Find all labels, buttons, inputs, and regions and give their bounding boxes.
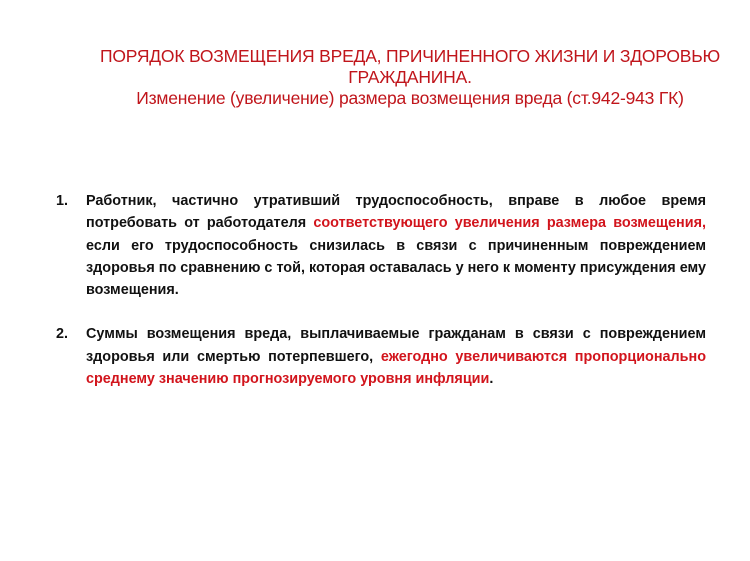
slide-title bbox=[60, 46, 750, 109]
list-item-highlight: соответствующего увеличения размера возмещения, bbox=[313, 215, 706, 232]
list-item-text: Суммы возмещения вреда, выплачиваемые гражданам в связи с повреждением здоровья или смертью потерпевшего, bbox=[86, 326, 706, 365]
list-item-highlight: ежегодно увеличиваются пропорционально среднему значению прогнозируемого уровня инфляции bbox=[86, 348, 706, 388]
list-item-text: Работник, частично утративший трудоспособность, вправе в любое время потребовать от работодателя bbox=[86, 193, 706, 232]
title-line-2: ГРАЖДАНИНА. bbox=[348, 67, 472, 87]
numbered-list bbox=[56, 190, 706, 390]
list-item-text-end: . bbox=[489, 371, 494, 388]
list-item-2 bbox=[56, 323, 706, 390]
title-subtitle: Изменение (увеличение) размера возмещения вреда (ст.942-943 ГК) bbox=[136, 88, 684, 108]
list-item-number: 1. bbox=[56, 193, 69, 209]
title-line-1: ПОРЯДОК ВОЗМЕЩЕНИЯ ВРЕДА, ПРИЧИНЕННОГО ЖИЗНИ И ЗДОРОВЬЮ bbox=[99, 46, 721, 66]
list-item-text-end: если его трудоспособность снизилась в связи с причиненным повреждением здоровья по сравнению с той, которая оставалась у него к моменту присуждения ему возмещения. bbox=[86, 237, 706, 299]
list-item-1 bbox=[56, 190, 706, 301]
list-item-number: 2. bbox=[56, 326, 69, 343]
